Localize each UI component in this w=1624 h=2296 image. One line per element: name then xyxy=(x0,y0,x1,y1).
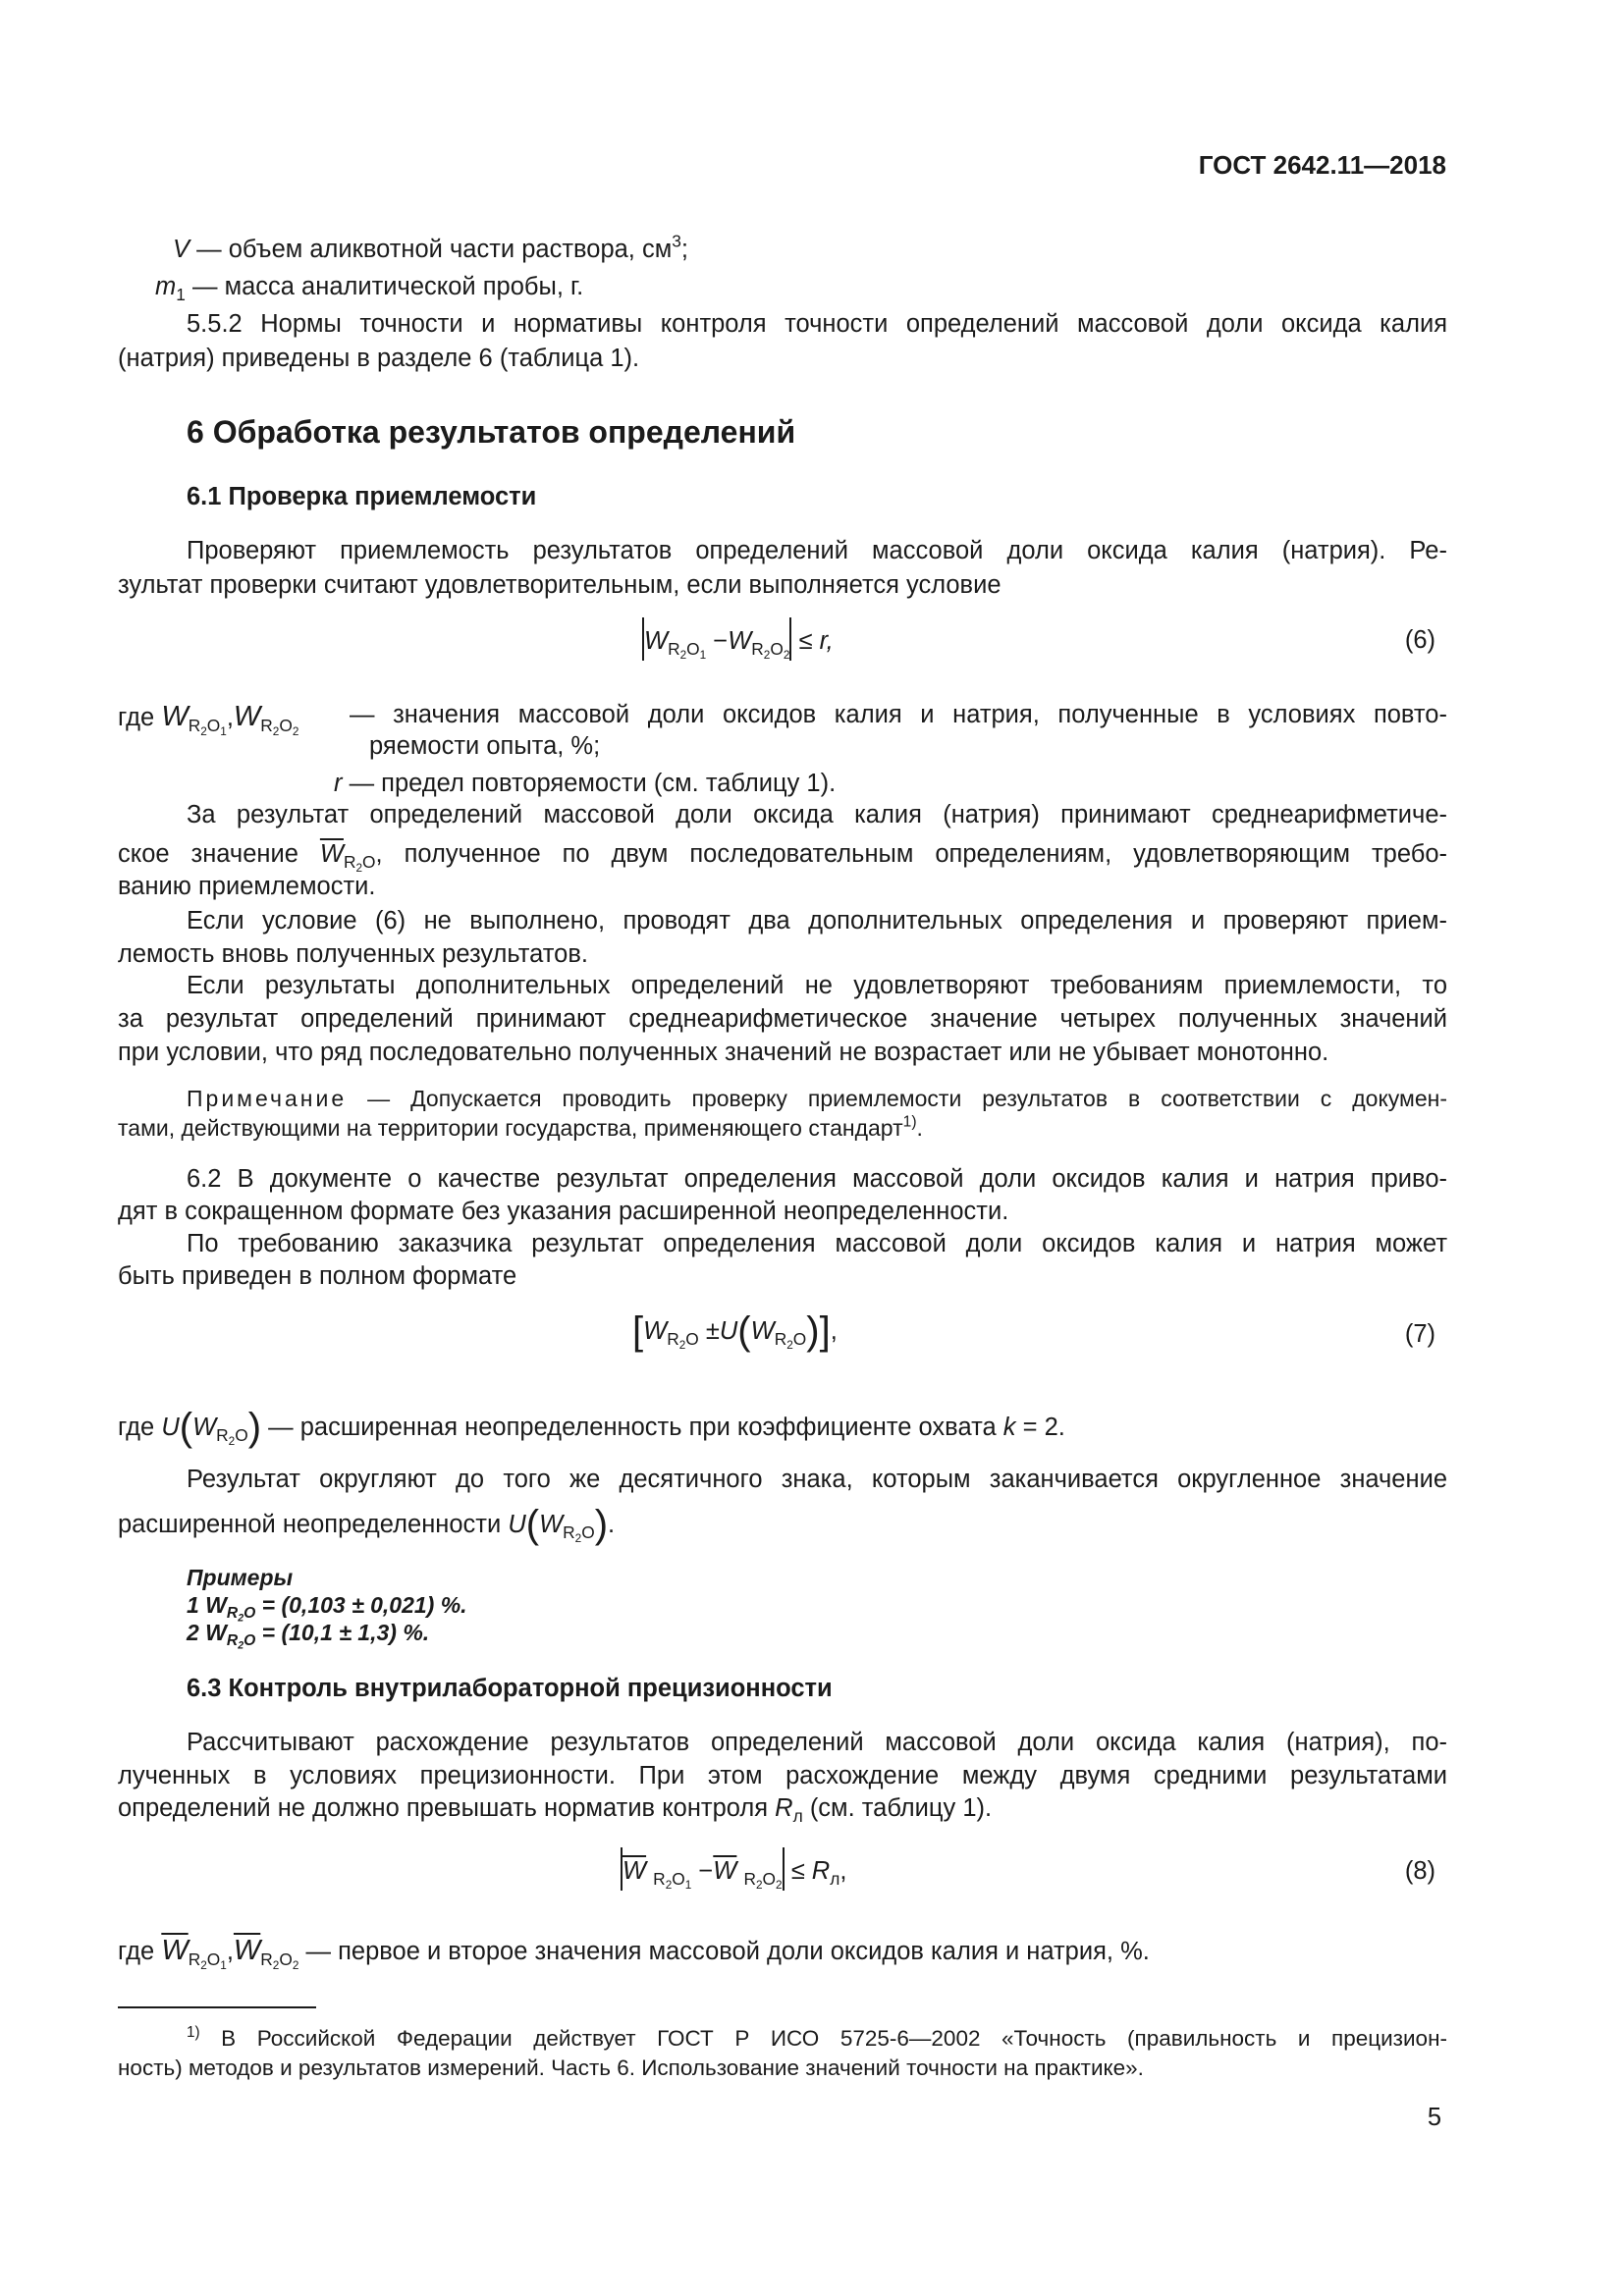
examples-title: Примеры xyxy=(187,1565,294,1590)
paragraph-6-2-line1: 6.2 В документе о качестве результат определения массовой доли оксидов калия и натрия приво- xyxy=(187,1165,1447,1193)
example-2: 2 $W_{R_2O} = (10,1 \pm 1,3)$ %. xyxy=(187,1620,430,1653)
paragraph-5-5-2-line2: (натрия) приведены в разделе 6 (таблица 1). xyxy=(118,345,640,372)
example-1: 1 $W_{R_2O} = (0,103 \pm 0,021)$ %. xyxy=(187,1592,467,1626)
paragraph-6-3-line1: Рассчитывают расхождение результатов определений массовой доли оксида калия (натрия), по- xyxy=(187,1729,1447,1756)
subsection-6-3-title: 6.3 Контроль внутрилабораторной прецизионности xyxy=(187,1675,833,1702)
equation-8-number: (8) xyxy=(1404,1857,1435,1885)
standard-header: ГОСТ 2642.11—2018 xyxy=(1198,150,1446,180)
paragraph-if2-line3: при условии, что ряд последовательно полученных значений не возрастает или не убывает монотонно. xyxy=(118,1039,1329,1066)
paragraph-if-line1: Если условие (6) не выполнено, проводят два дополнительных определения и проверяют прием- xyxy=(187,907,1447,934)
paragraph-round-line1: Результат округляют до того же десятичного знака, которым заканчивается округленное значение xyxy=(187,1466,1447,1493)
paragraph-round-line2: расширенной неопределенности $U(W_{R_2O})$. xyxy=(118,1503,616,1546)
paragraph-result-line2: ское значение $\overline{W}_{R_2O}$, полученное по двум последовательным определениям, удовлетворяющим требо- xyxy=(118,840,1447,876)
note-line2: тами, действующими на территории государства, применяющего стандарт$^{1)}$. xyxy=(118,1113,923,1141)
where-1-label: где $W_{R_2O_1},W_{R_2O_2}$ xyxy=(118,701,299,739)
section-6-title: 6 Обработка результатов определений xyxy=(187,414,796,450)
paragraph-6-2-line2: дят в сокращенном формате без указания расширенной неопределенности. xyxy=(118,1198,1009,1225)
footnote-line1: $^{1)}$ В Российской Федерации действует ГОСТ Р ИСО 5725-6—2002 «Точность (правильность и прецизион- xyxy=(187,2023,1447,2051)
equation-7: $[W_{R_2O} \pm U(W_{R_2O})]$, xyxy=(632,1309,838,1353)
where-1-line2: ряемости опыта, %; xyxy=(369,732,601,760)
paragraph-6-3-line2: лученных в условиях прецизионности. При этом расхождение между двумя средними результатами xyxy=(118,1762,1447,1789)
where-3: где $\overline{W}_{R_2O_1},\overline{W}_{R_2O_2}$ — первое и второе значения массовой доли оксидов калия и натрия, %. xyxy=(118,1935,1150,1973)
footnote-line2: ность) методов и результатов измерений. Часть 6. Использование значений точности на практике». xyxy=(118,2056,1144,2080)
footnote-divider xyxy=(118,2006,316,2008)
paragraph-6-3-line3: определений не должно превышать норматив контроля $R_л$ (см. таблицу 1). xyxy=(118,1794,993,1827)
definition-v: V — объем аликвотной части раствора, $см^3$; xyxy=(173,231,688,263)
equation-7-number: (7) xyxy=(1404,1320,1435,1348)
equation-6-number: (6) xyxy=(1404,626,1435,654)
paragraph-6-2b-line1: По требованию заказчика результат определения массовой доли оксидов калия и натрия может xyxy=(187,1230,1447,1257)
paragraph-6-1-line1: Проверяют приемлемость результатов определений массовой доли оксида калия (натрия). Ре- xyxy=(187,537,1447,564)
where-1-r: r — предел повторяемости (см. таблицу 1). xyxy=(334,770,837,797)
paragraph-6-2b-line2: быть приведен в полном формате xyxy=(118,1262,517,1290)
where-1-line1: — значения массовой доли оксидов калия и натрия, полученные в условиях повто- xyxy=(350,701,1447,728)
paragraph-6-1-line2: зультат проверки считают удовлетворительным, если выполняется условие xyxy=(118,571,1001,599)
where-2: где $U(W_{R_2O})$ — расширенная неопределенность при коэффициенте охвата k = 2. xyxy=(118,1406,1065,1449)
paragraph-result-line1: За результат определений массовой доли оксида калия (натрия) принимают среднеарифметиче- xyxy=(187,801,1447,828)
definition-m1: $m_1$ — масса аналитической пробы, г. xyxy=(155,273,584,305)
paragraph-if-line2: лемость вновь полученных результатов. xyxy=(118,940,588,968)
equation-6: $W_{R_2O_1} -W_{R_2O_2} \le r$, xyxy=(642,617,834,661)
note-line1: Примечание — Допускается проводить проверку приемлемости результатов в соответствии с докумен- xyxy=(187,1086,1447,1111)
paragraph-if2-line1: Если результаты дополнительных определений не удовлетворяют требованиям приемлемости, то xyxy=(187,972,1447,999)
paragraph-if2-line2: за результат определений принимают среднеарифметическое значение четырех полученных значений xyxy=(118,1005,1447,1033)
subsection-6-1-title: 6.1 Проверка приемлемости xyxy=(187,483,537,510)
paragraph-5-5-2-line1: 5.5.2 Нормы точности и нормативы контроля точности определений массовой доли оксида калия xyxy=(187,310,1447,338)
equation-8: $\overline{W}$ $_{R_2O_1} -\overline{W}$ $_{R_2O_2} \le R_л$, xyxy=(621,1847,846,1891)
paragraph-result-line3: ванию приемлемости. xyxy=(118,873,376,900)
page-number: 5 xyxy=(1427,2104,1441,2131)
